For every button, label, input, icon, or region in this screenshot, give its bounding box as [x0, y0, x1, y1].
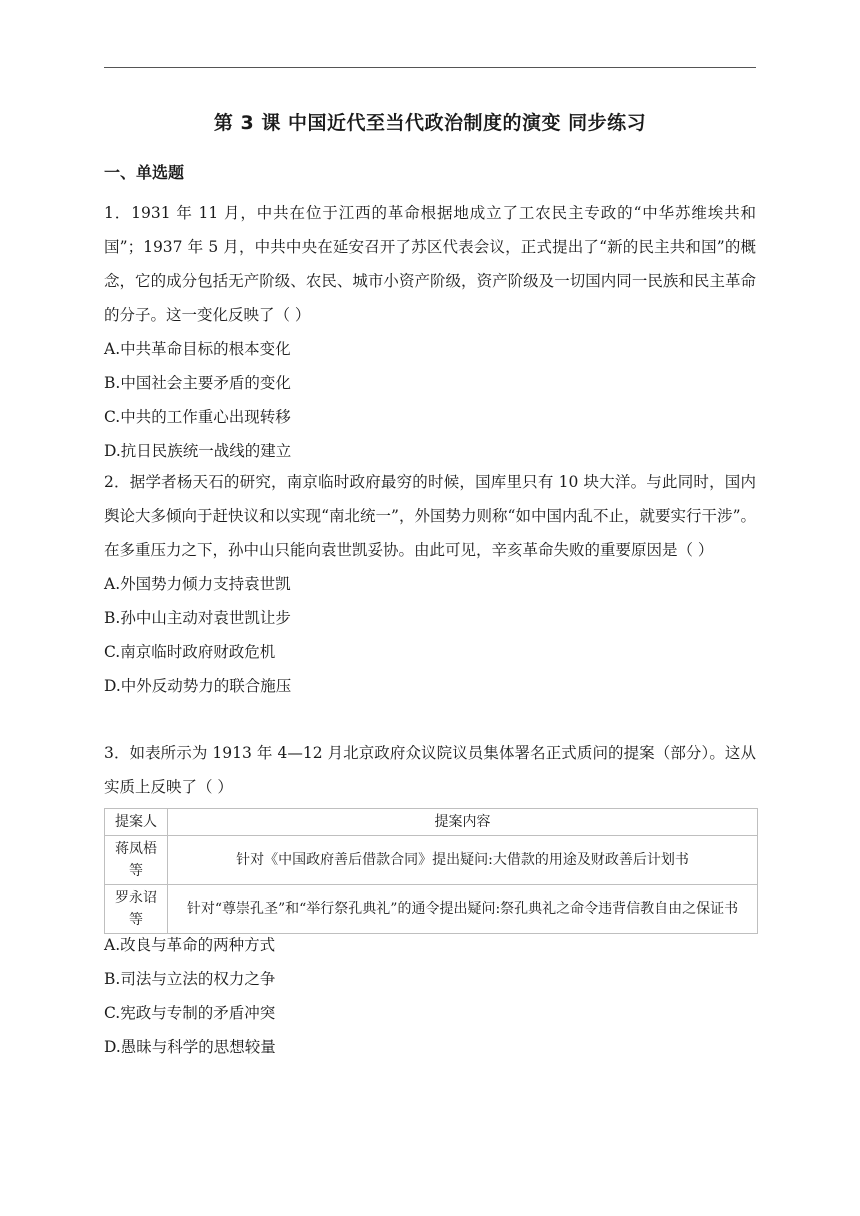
option-a[interactable]: A.中共革命目标的根本变化	[104, 340, 291, 358]
option-a[interactable]: A.改良与革命的两种方式	[104, 936, 276, 954]
table-cell-content: 针对《中国政府善后借款合同》提出疑问:大借款的用途及财政善后计划书	[168, 836, 758, 885]
question-stem: 3．如表所示为 1913 年 4—12 月北京政府众议院议员集体署名正式质问的提案（部分）。这从实质上反映了（ ）	[104, 744, 756, 796]
table-cell-content: 针对“尊崇孔圣”和“举行祭孔典礼”的通令提出疑问:祭孔典礼之命令违背信教自由之保证书	[168, 885, 758, 934]
option-d[interactable]: D.抗日民族统一战线的建立	[104, 442, 292, 460]
proposal-table	[104, 808, 758, 934]
option-b[interactable]: B.中国社会主要矛盾的变化	[104, 374, 291, 392]
question-3	[104, 736, 756, 804]
option-c[interactable]: C.中共的工作重心出现转移	[104, 408, 291, 426]
option-b[interactable]: B.司法与立法的权力之争	[104, 970, 276, 988]
question-1	[104, 196, 756, 468]
option-b[interactable]: B.孙中山主动对袁世凯让步	[104, 609, 291, 627]
section-heading: 一、单选题	[104, 163, 185, 182]
question-3-options	[104, 928, 276, 1064]
option-d[interactable]: D.中外反动势力的联合施压	[104, 677, 292, 695]
table-cell-proposer: 蒋凤梧等	[105, 836, 168, 885]
table-cell-proposer: 罗永诏等	[105, 885, 168, 934]
question-stem: 1．1931 年 11 月，中共在位于江西的革命根据地成立了工农民主专政的“中华苏维埃共和国”；1937 年 5 月，中共中央在延安召开了苏区代表会议，正式提出了“新的民主共和国”的概念，它的成分包括无产阶级、农民、城市小资产阶级，资产阶级及一切国内同一民族和民主革命的分子。这一变化反映了（ ）	[104, 204, 756, 324]
table-row	[105, 885, 758, 934]
option-a[interactable]: A.外国势力倾力支持袁世凯	[104, 575, 291, 593]
question-stem: 2．据学者杨天石的研究，南京临时政府最穷的时候，国库里只有 10 块大洋。与此同时，国内舆论大多倾向于赶快议和以实现“南北统一”，外国势力则称“如中国内乱不止，就要实行干涉”。在多重压力之下，孙中山只能向袁世凯妥协。由此可见，辛亥革命失败的重要原因是（ ）	[104, 473, 756, 559]
question-2	[104, 465, 756, 703]
option-d[interactable]: D.愚昧与科学的思想较量	[104, 1038, 276, 1056]
table-row	[105, 836, 758, 885]
header-rule	[104, 67, 756, 68]
table-header-row	[105, 809, 758, 836]
page-title: 第 3 课 中国近代至当代政治制度的演变 同步练习	[213, 112, 647, 134]
table-header-cell: 提案内容	[168, 809, 758, 836]
option-c[interactable]: C.宪政与专制的矛盾冲突	[104, 1004, 276, 1022]
option-c[interactable]: C.南京临时政府财政危机	[104, 643, 276, 661]
table-header-cell: 提案人	[105, 809, 168, 836]
